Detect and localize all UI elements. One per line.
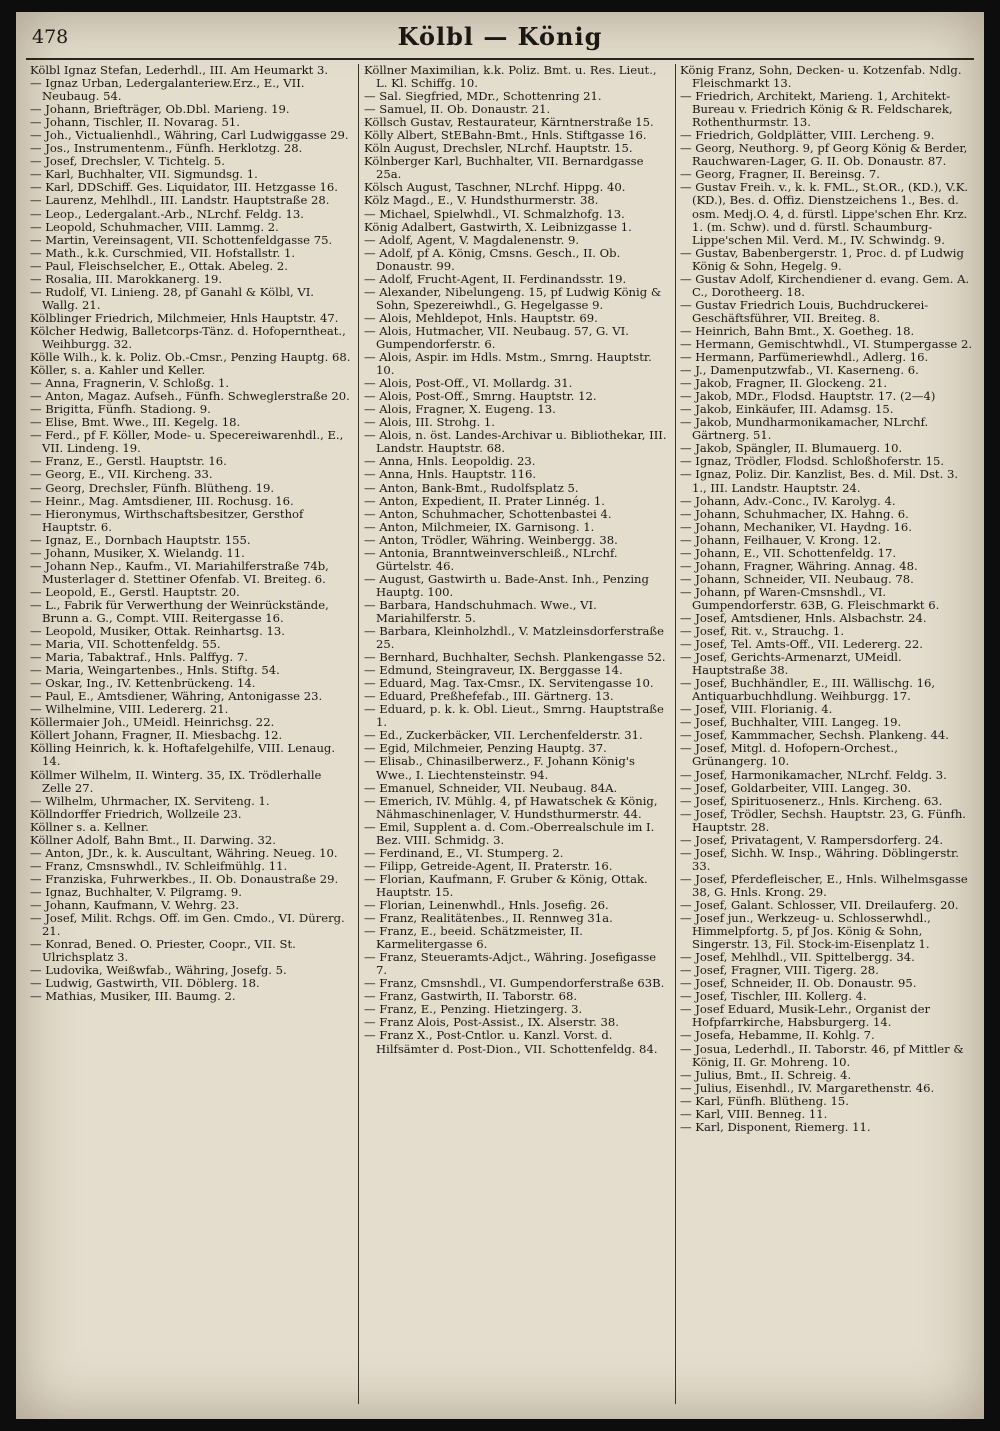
directory-entry: — Josef jun., Werkzeug- u. Schlosserwhdl., Himmelpfortg. 5, pf Jos. König & Sohn, Singerstr. 13, Fil. Stock-im-Eisenplatz 1. xyxy=(680,911,931,952)
directory-entry: — Jakob, Einkäufer, III. Adamsg. 15. xyxy=(680,402,894,417)
directory-entry: — Josef Eduard, Musik-Lehr., Organist der Hofpfarrkirche, Habsburgerg. 14. xyxy=(680,1002,931,1030)
directory-entry: — Rosalia, III. Marokkanerg. 19. xyxy=(30,271,223,286)
directory-entry: — Heinrich, Bahn Bmt., X. Goetheg. 18. xyxy=(680,323,915,338)
directory-entry: König Adalbert, Gastwirth, X. Leibnizgasse 1. xyxy=(364,219,632,234)
directory-entry: — J., Damenputzwfab., VI. Kaserneng. 6. xyxy=(680,363,919,378)
directory-entry: Köllert Johann, Fragner, II. Miesbachg. 12. xyxy=(30,728,283,743)
directory-entry: — Martin, Vereinsagent, VII. Schottenfeldgasse 75. xyxy=(30,232,333,247)
directory-entry: Kölly Albert, StEBahn-Bmt., Hnls. Stiftgasse 16. xyxy=(364,128,647,143)
directory-entry: — Josef, Spirituosenerz., Hnls. Kircheng. 63. xyxy=(680,793,943,808)
directory-entry: — Leopold, Musiker, Ottak. Reinhartsg. 13. xyxy=(30,624,285,639)
directory-entry: — Elisab., Chinasilberwerz., F. Johann König's Wwe., I. Liechtensteinstr. 94. xyxy=(364,754,635,782)
directory-entry: — Jakob, MDr., Flodsd. Hauptstr. 17. (2—4) xyxy=(680,389,936,404)
directory-entry: — Georg, Fragner, II. Bereinsg. 7. xyxy=(680,167,880,182)
directory-entry: — Alois, Post-Off., Smrng. Hauptstr. 12. xyxy=(364,389,597,404)
column-3 xyxy=(680,64,976,1404)
directory-entry: — Wilhelmine, VIII. Ledererg. 21. xyxy=(30,702,229,717)
directory-entry: — Ignaz, Poliz. Dir. Kanzlist, Bes. d. Mil. Dst. 3. 1., III. Landstr. Hauptstr. 24. xyxy=(680,467,959,495)
directory-entry: — Julius, Bmt., II. Schreig. 4. xyxy=(680,1067,852,1082)
running-head: Kölbl — König xyxy=(397,22,603,51)
directory-entry: — Paul, E., Amtsdiener, Währing, Antonigasse 23. xyxy=(30,689,323,704)
directory-entry: — Josef, Goldarbeiter, VIII. Langeg. 30. xyxy=(680,780,912,795)
directory-entry: — Franz, Cmsnswhdl., IV. Schleifmühlg. 11. xyxy=(30,858,288,873)
directory-entry: — Emil, Supplent a. d. Com.-Oberrealschule im I. Bez. VIII. Schmidg. 3. xyxy=(364,819,655,847)
directory-entry: — Josef, VIII. Florianig. 4. xyxy=(680,702,833,717)
directory-entry: — Math., k.k. Curschmied, VII. Hofstallstr. 1. xyxy=(30,245,296,260)
directory-entry: — Ferdinand, E., VI. Stumperg. 2. xyxy=(364,845,564,860)
directory-entry: — Barbara, Handschuhmach. Wwe., VI. Mariahilferstr. 5. xyxy=(364,597,597,625)
directory-entry: — Eduard, Preßhefefab., III. Gärtnerg. 13. xyxy=(364,689,614,704)
directory-entry: — Josef, Tel. Amts-Off., VII. Ledererg. 22. xyxy=(680,637,923,652)
directory-entry: — Johann, Musiker, X. Wielandg. 11. xyxy=(30,545,245,560)
directory-entry: — Josef, Rit. v., Strauchg. 1. xyxy=(680,624,844,639)
directory-entry: — Barbara, Kleinholzhdl., V. Matzleinsdorferstraße 25. xyxy=(364,624,664,652)
directory-entry: — Alois, Post-Off., VI. Mollardg. 31. xyxy=(364,376,573,391)
column-2 xyxy=(364,64,670,1404)
directory-entry: — Johann, Feilhauer, V. Krong. 12. xyxy=(680,532,882,547)
directory-entry: — Eduard, Mag. Tax-Cmsr., IX. Servitengasse 10. xyxy=(364,676,654,691)
directory-entry: — Karl, Buchhalter, VII. Sigmundsg. 1. xyxy=(30,167,258,182)
directory-entry: — Adolf, Agent, V. Magdalenenstr. 9. xyxy=(364,232,580,247)
directory-entry: — Josef, Amtsdiener, Hnls. Alsbachstr. 24. xyxy=(680,610,927,625)
directory-entry: — Jakob, Fragner, II. Glockeng. 21. xyxy=(680,376,888,391)
directory-entry: Kölsch August, Taschner, NLrchf. Hippg. 40. xyxy=(364,180,626,195)
directory-entry: — Johann, E., VII. Schottenfeldg. 17. xyxy=(680,545,897,560)
directory-entry: — Franz, Steueramts-Adjct., Währing. Josefigasse 7. xyxy=(364,950,657,978)
directory-entry: — Josua, Lederhdl., II. Taborstr. 46, pf Mittler & König, II. Gr. Mohreng. 10. xyxy=(680,1041,964,1069)
directory-entry: — Josef, Gerichts-Armenarzt, UMeidl. Hauptstraße 38. xyxy=(680,650,902,678)
directory-entry: — Paul, Fleischselcher, E., Ottak. Abeleg. 2. xyxy=(30,258,288,273)
directory-entry: — Josef, Kammmacher, Sechsh. Plankeng. 44. xyxy=(680,728,949,743)
directory-entry: — Alexander, Nibelungeng. 15, pf Ludwig König & Sohn, Spezereiwhdl., G. Hegelgasse 9. xyxy=(364,284,662,312)
directory-entry: — Friedrich, Goldplätter, VIII. Lercheng. 9. xyxy=(680,128,935,143)
directory-entry: — Adolf, Frucht-Agent, II. Ferdinandsstr. 19. xyxy=(364,271,627,286)
directory-entry: — Michael, Spielwhdl., VI. Schmalzhofg. 13. xyxy=(364,206,625,221)
directory-entry: — Anton, Schuhmacher, Schottenbastei 4. xyxy=(364,506,612,521)
directory-entry: — Jos., Instrumentenm., Fünfh. Herklotzg. 28. xyxy=(30,141,303,156)
directory-entry: — Elise, Bmt. Wwe., III. Kegelg. 18. xyxy=(30,415,241,430)
column-divider xyxy=(675,64,676,1404)
directory-entry: Köllmer Wilhelm, II. Winterg. 35, IX. Trödlerhalle Zelle 27. xyxy=(30,767,322,795)
directory-entry: — Georg, Drechsler, Fünfh. Blütheng. 19. xyxy=(30,480,275,495)
directory-entry: Kölz Magd., E., V. Hundsthurmerstr. 38. xyxy=(364,193,599,208)
header-rule xyxy=(26,58,974,60)
directory-entry: — Anna, Hnls. Hauptstr. 116. xyxy=(364,467,537,482)
directory-entry: — Josef, Mehlhdl., VII. Spittelbergg. 34. xyxy=(680,950,915,965)
directory-entry: — Anton, Milchmeier, IX. Garnisong. 1. xyxy=(364,519,595,534)
directory-entry: — Florian, Kaufmann, F. Gruber & König, Ottak. Hauptstr. 15. xyxy=(364,871,648,899)
directory-entry: — Maria, Tabaktraf., Hnls. Palffyg. 7. xyxy=(30,650,248,665)
column-divider xyxy=(358,64,359,1404)
directory-entry: — Franz, E., beeid. Schätzmeister, II. Karmelitergasse 6. xyxy=(364,924,583,952)
directory-entry: — Johann, Adv.-Conc., IV. Karolyg. 4. xyxy=(680,493,896,508)
column-1 xyxy=(30,64,352,1404)
directory-entry: — Ignaz Urban, Ledergalanteriew.Erz., E., VII. Neubaug. 54. xyxy=(30,76,305,104)
directory-entry: — Franz, Realitätenbes., II. Rennweg 31a. xyxy=(364,911,613,926)
directory-entry: — Josef, Buchhalter, VIII. Langeg. 19. xyxy=(680,715,902,730)
directory-entry: — Anton, JDr., k. k. Auscultant, Währing. Neueg. 10. xyxy=(30,845,338,860)
directory-entry: — Anton, Expedient, II. Prater Linnég. 1. xyxy=(364,493,605,508)
directory-entry: — Johann, Schneider, VII. Neubaug. 78. xyxy=(680,571,914,586)
directory-entry: — Georg, Neuthorg. 9, pf Georg König & Berder, Rauchwaren-Lager, G. II. Ob. Donaustr. 87. xyxy=(680,141,968,169)
directory-entry: — Laurenz, Mehlhdl., III. Landstr. Hauptstraße 28. xyxy=(30,193,330,208)
directory-entry: Köllndorffer Friedrich, Wollzeile 23. xyxy=(30,806,242,821)
directory-entry: Kölnberger Karl, Buchhalter, VII. Bernardgasse 25a. xyxy=(364,154,644,182)
directory-entry: — Franz, E., Penzing. Hietzingerg. 3. xyxy=(364,1002,583,1017)
directory-entry: — Karl, Fünfh. Blütheng. 15. xyxy=(680,1093,849,1108)
directory-entry: — Alois, III. Strohg. 1. xyxy=(364,415,495,430)
directory-entry: Köllermaier Joh., UMeidl. Heinrichsg. 22. xyxy=(30,715,275,730)
directory-entry: — Gustav, Babenbergerstr. 1, Proc. d. pf Ludwig König & Sohn, Hegelg. 9. xyxy=(680,245,964,273)
directory-entry: — Gustav Adolf, Kirchendiener d. evang. Gem. A. C., Dorotheerg. 18. xyxy=(680,271,970,299)
directory-entry: — Jakob, Mundharmonikamacher, NLrchf. Gärtnerg. 51. xyxy=(680,415,929,443)
directory-entry: — Wilhelm, Uhrmacher, IX. Serviteng. 1. xyxy=(30,793,270,808)
directory-entry: — Franz, E., Gerstl. Hauptstr. 16. xyxy=(30,454,227,469)
directory-entry: — Egid, Milchmeier, Penzing Hauptg. 37. xyxy=(364,741,607,756)
directory-entry: — Josef, Tischler, III. Kollerg. 4. xyxy=(680,989,867,1004)
directory-entry: — Jakob, Spängler, II. Blumauerg. 10. xyxy=(680,441,903,456)
directory-entry: Köllsch Gustav, Restaurateur, Kärntnerstraße 15. xyxy=(364,115,654,130)
directory-entry: Köllner s. a. Kellner. xyxy=(30,819,149,834)
directory-entry: König Franz, Sohn, Decken- u. Kotzenfab. Ndlg. Fleischmarkt 13. xyxy=(680,64,962,91)
directory-entry: — Karl, Disponent, Riemerg. 11. xyxy=(680,1119,871,1134)
directory-entry: — Leopold, Schuhmacher, VIII. Lammg. 2. xyxy=(30,219,279,234)
directory-entry: — Georg, E., VII. Kircheng. 33. xyxy=(30,467,213,482)
directory-entry: — Hermann, Parfümeriewhdl., Adlerg. 16. xyxy=(680,350,929,365)
directory-entry: — Mathias, Musiker, III. Baumg. 2. xyxy=(30,989,236,1004)
directory-entry: — Johann Nep., Kaufm., VI. Mariahilferstraße 74b, Musterlager d. Stettiner Ofenfab. VI. Breiteg. 6. xyxy=(30,558,329,586)
directory-entry: — Josef, Schneider, II. Ob. Donaustr. 95. xyxy=(680,976,917,991)
page-header xyxy=(16,22,984,56)
directory-entry: — Johann, Schuhmacher, IX. Hahng. 6. xyxy=(680,506,909,521)
directory-entry: Kölblinger Friedrich, Milchmeier, Hnls Hauptstr. 47. xyxy=(30,310,339,325)
directory-entry: — Johann, Fragner, Währing. Annag. 48. xyxy=(680,558,918,573)
directory-entry: — Josef, Sichh. W. Insp., Währing. Döblingerstr. 33. xyxy=(680,845,959,873)
directory-entry: — Ferd., pf F. Köller, Mode- u. Specereiwarenhdl., E., VII. Lindeng. 19. xyxy=(30,428,344,456)
directory-entry: — Ludwig, Gastwirth, VII. Döblerg. 18. xyxy=(30,976,260,991)
directory-entry: — Franz X., Post-Cntlor. u. Kanzl. Vorst. d. Hilfsämter d. Post-Dion., VII. Schottenfeldg. 84. xyxy=(364,1028,658,1056)
directory-entry: — Josef, Buchhändler, E., III. Wällischg. 16, Antiquarbuchhdlung. Weihburgg. 17. xyxy=(680,676,936,704)
directory-entry: — Hermann, Gemischtwhdl., VI. Stumpergasse 2. xyxy=(680,336,973,351)
directory-entry: — Josef, Harmonikamacher, NLrchf. Feldg. 3. xyxy=(680,767,947,782)
directory-entry: Köllner Maximilian, k.k. Poliz. Bmt. u. Res. Lieut., L. Kl. Schiffg. 10. xyxy=(364,64,657,91)
directory-entry: — Friedrich, Architekt, Marieng. 1, Architekt-Bureau v. Friedrich König & R. Feldscharek, Rothenthurmstr. 13. xyxy=(680,89,953,130)
directory-entry: — Anna, Hnls. Leopoldig. 23. xyxy=(364,454,536,469)
directory-entry: — Franz, Gastwirth, II. Taborstr. 68. xyxy=(364,989,578,1004)
directory-entry: — Johann, pf Waren-Cmsnshdl., VI. Gumpendorferstr. 63B, G. Fleischmarkt 6. xyxy=(680,584,940,612)
directory-entry: — Gustav Friedrich Louis, Buchdruckerei-Geschäftsführer, VII. Breiteg. 8. xyxy=(680,297,929,325)
directory-entry: — Brigitta, Fünfh. Stadiong. 9. xyxy=(30,402,211,417)
directory-entry: — Josef, Mitgl. d. Hofopern-Orchest., Grünangerg. 10. xyxy=(680,741,898,769)
directory-entry: Köllner Adolf, Bahn Bmt., II. Darwing. 32. xyxy=(30,832,276,847)
directory-entry: — Karl, VIII. Benneg. 11. xyxy=(680,1106,828,1121)
directory-entry: — Josef, Trödler, Sechsh. Hauptstr. 23, G. Fünfh. Hauptstr. 28. xyxy=(680,806,966,834)
directory-entry: — Julius, Eisenhdl., IV. Margarethenstr. 46. xyxy=(680,1080,935,1095)
directory-entry: — Alois, Fragner, X. Eugeng. 13. xyxy=(364,402,556,417)
directory-entry: — Konrad, Bened. O. Priester, Coopr., VII. St. Ulrichsplatz 3. xyxy=(30,937,296,965)
directory-entry: — Eduard, p. k. k. Obl. Lieut., Smrng. Hauptstraße 1. xyxy=(364,702,664,730)
directory-entry: Köln August, Drechsler, NLrchf. Hauptstr. 15. xyxy=(364,141,633,156)
directory-entry: — Josef, Privatagent, V. Rampersdorferg. 24. xyxy=(680,832,944,847)
directory-entry: — Josef, Galant. Schlosser, VII. Dreilauferg. 20. xyxy=(680,898,959,912)
directory-entry: — August, Gastwirth u. Bade-Anst. Inh., Penzing Hauptg. 100. xyxy=(364,571,649,599)
directory-entry: — Hieronymus, Wirthschaftsbesitzer, Gersthof Hauptstr. 6. xyxy=(30,506,304,534)
directory-entry: — Johann, Tischler, II. Novarag. 51. xyxy=(30,115,240,130)
directory-entry: — Heinr., Mag. Amtsdiener, III. Rochusg. 16. xyxy=(30,493,294,508)
directory-entry: Kölbl Ignaz Stefan, Lederhdl., III. Am Heumarkt 3. xyxy=(30,64,329,77)
directory-entry: — Johann, Briefträger, Ob.Dbl. Marieng. 19. xyxy=(30,102,290,117)
directory-entry: — Josef, Milit. Rchgs. Off. im Gen. Cmdo., VI. Dürerg. 21. xyxy=(30,911,345,939)
directory-entry: — Florian, Leinenwhdl., Hnls. Josefig. 26. xyxy=(364,898,609,912)
directory-entry: — Anna, Fragnerin, V. Schloßg. 1. xyxy=(30,376,230,391)
directory-entry: — Alois, Hutmacher, VII. Neubaug. 57, G. VI. Gumpendorferstr. 6. xyxy=(364,323,629,351)
directory-entry: — Ignaz, Trödler, Flodsd. Schloßhoferstr. 15. xyxy=(680,454,945,469)
directory-entry: — Joh., Victualienhdl., Währing, Carl Ludwiggasse 29. xyxy=(30,128,349,143)
directory-entry: — Franz, Cmsnshdl., VI. Gumpendorferstraße 63B. xyxy=(364,976,665,991)
directory-entry: — Filipp, Getreide-Agent, II. Praterstr. 16. xyxy=(364,858,613,873)
directory-entry: Kölle Wilh., k. k. Poliz. Ob.-Cmsr., Penzing Hauptg. 68. xyxy=(30,350,351,365)
directory-entry: — Leopold, E., Gerstl. Hauptstr. 20. xyxy=(30,584,240,599)
directory-entry: — Samuel, II. Ob. Donaustr. 21. xyxy=(364,102,551,117)
directory-entry: — Anton, Bank-Bmt., Rudolfsplatz 5. xyxy=(364,480,579,495)
directory-entry: — L., Fabrik für Verwerthung der Weinrückstände, Brunn a. G., Compt. VIII. Reitergasse 16. xyxy=(30,597,329,625)
page-number: 478 xyxy=(32,26,69,48)
directory-entry: — Alois, Mehldepot, Hnls. Hauptstr. 69. xyxy=(364,310,598,325)
directory-entry: — Emanuel, Schneider, VII. Neubaug. 84A. xyxy=(364,780,618,795)
directory-entry: — Oskar, Ing., IV. Kettenbrückeng. 14. xyxy=(30,676,256,691)
directory-entry: — Josef, Fragner, VIII. Tigerg. 28. xyxy=(680,963,879,978)
directory-entry: Kölling Heinrich, k. k. Hoftafelgehilfe, VIII. Lenaug. 14. xyxy=(30,741,336,769)
directory-entry: Köller, s. a. Kahler und Keller. xyxy=(30,363,206,378)
directory-entry: — Ignaz, E., Dornbach Hauptstr. 155. xyxy=(30,532,251,547)
directory-entry: — Alois, Aspir. im Hdls. Mstm., Smrng. Hauptstr. 10. xyxy=(364,350,652,378)
directory-entry: — Ludovika, Weißwfab., Währing, Josefg. 5. xyxy=(30,963,287,978)
directory-entry: — Josef, Pferdefleischer, E., Hnls. Wilhelmsgasse 38, G. Hnls. Krong. 29. xyxy=(680,871,968,899)
directory-entry: — Anton, Trödler, Währing. Weinbergg. 38. xyxy=(364,532,618,547)
directory-entry: — Ed., Zuckerbäcker, VII. Lerchenfelderstr. 31. xyxy=(364,728,643,743)
directory-page xyxy=(16,12,984,1419)
directory-entry: Kölcher Hedwig, Balletcorps-Tänz. d. Hofoperntheat., Weihburgg. 32. xyxy=(30,323,346,351)
directory-entry: — Johann, Kaufmann, V. Wehrg. 23. xyxy=(30,898,239,912)
directory-entry: — Josefa, Hebamme, II. Kohlg. 7. xyxy=(680,1028,875,1043)
directory-entry: — Anton, Magaz. Aufseh., Fünfh. Schweglerstraße 20. xyxy=(30,389,350,404)
directory-entry: — Josef, Drechsler, V. Tichtelg. 5. xyxy=(30,154,225,169)
directory-entry: — Johann, Mechaniker, VI. Haydng. 16. xyxy=(680,519,912,534)
directory-entry: — Leop., Ledergalant.-Arb., NLrchf. Feldg. 13. xyxy=(30,206,304,221)
directory-entry: — Franziska, Fuhrwerkbes., II. Ob. Donaustraße 29. xyxy=(30,871,339,886)
directory-entry: — Maria, Weingartenbes., Hnls. Stiftg. 54. xyxy=(30,663,280,678)
directory-entry: — Maria, VII. Schottenfeldg. 55. xyxy=(30,637,221,652)
directory-entry: — Adolf, pf A. König, Cmsns. Gesch., II. Ob. Donaustr. 99. xyxy=(364,245,621,273)
directory-entry: — Bernhard, Buchhalter, Sechsh. Plankengasse 52. xyxy=(364,650,666,665)
directory-entry: — Sal. Siegfried, MDr., Schottenring 21. xyxy=(364,89,602,104)
directory-entry: — Gustav Freih. v., k. k. FML., St.OR., (KD.), V.K. (KD.), Bes. d. Offiz. Dienstzeichens 1., Bes. d. osm. Medj.O. 4, d. fürstl. Lippe'schen Ehr. Krz. 1. (m. Schw). und d. fürstl. Schaumburg-Lippe'schen Mil. Verd. M., IV. Schwindg. 9. xyxy=(680,180,969,247)
directory-entry: — Ignaz, Buchhalter, V. Pilgramg. 9. xyxy=(30,884,242,899)
directory-entry: — Franz Alois, Post-Assist., IX. Alserstr. 38. xyxy=(364,1015,619,1030)
directory-entry: — Karl, DDSchiff. Ges. Liquidator, III. Hetzgasse 16. xyxy=(30,180,338,195)
directory-entry: — Antonia, Branntweinverschleiß., NLrchf. Gürtelstr. 46. xyxy=(364,545,618,573)
directory-entry: — Emerich, IV. Mühlg. 4, pf Hawatschek & König, Nähmaschinenlager, V. Hundsthurmerstr. 44. xyxy=(364,793,658,821)
directory-entry: — Alois, n. öst. Landes-Archivar u. Bibliothekar, III. Landstr. Hauptstr. 68. xyxy=(364,428,667,456)
directory-entry: — Edmund, Steingraveur, IX. Berggasse 14. xyxy=(364,663,623,678)
directory-entry: — Rudolf, VI. Linieng. 28, pf Ganahl & Kölbl, VI. Wallg. 21. xyxy=(30,284,314,312)
